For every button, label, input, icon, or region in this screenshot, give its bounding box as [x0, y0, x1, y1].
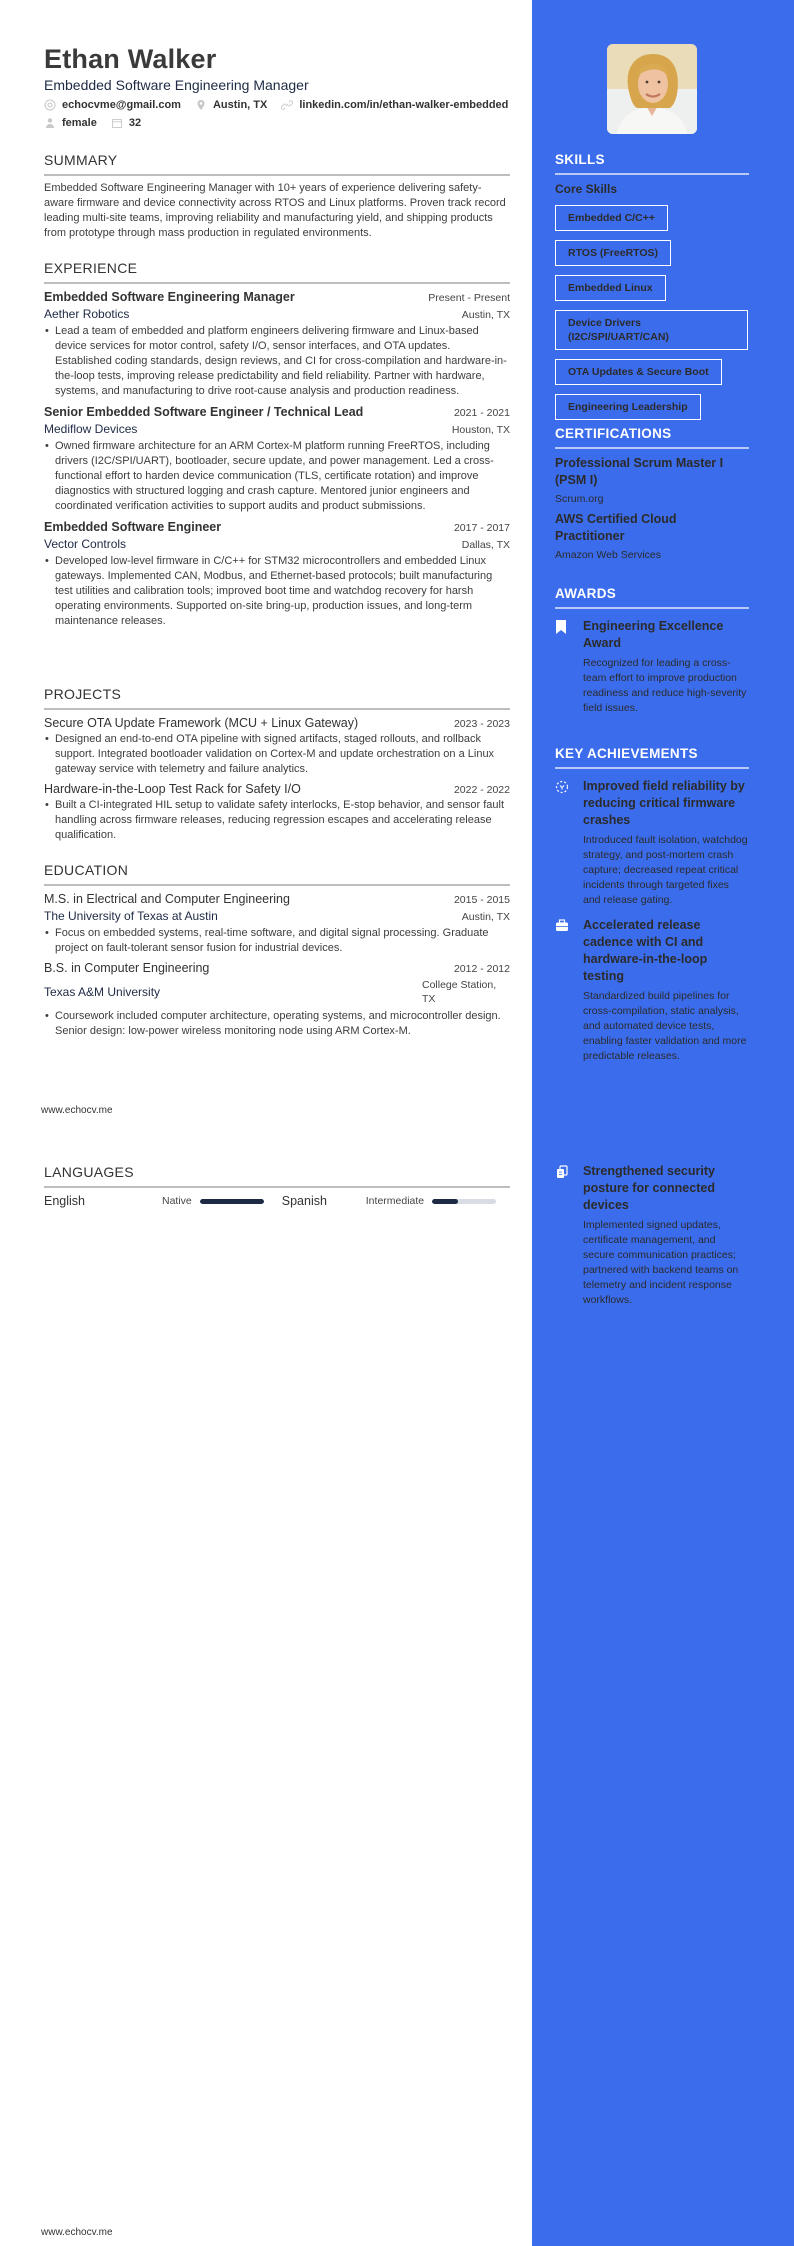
- link-icon: [281, 99, 293, 111]
- awards-section: [555, 586, 749, 716]
- education-bullet: • Coursework included computer architecture, operating systems, and microcontroller design. Senior design: low-power wireless monitoring node using ARM Cortex-M.: [44, 1009, 510, 1039]
- certification-issuer: Amazon Web Services: [555, 549, 662, 561]
- section-divider: [44, 1186, 510, 1188]
- section-divider: [555, 447, 749, 449]
- achievement-description: Implemented signed updates, certificate management, and secure communication practices; partnered with backend teams on telemetry and incident response workflows.: [583, 1219, 739, 1306]
- job-title: Embedded Software Engineer: [44, 520, 222, 534]
- job-bullet: • Developed low-level firmware in C/C++ for STM32 microcontrollers and embedded Linux gateways. Implemented CAN, Modbus, and Ethernet-based protocols; built manufacturing test utilities and calibration tools; improved boot time and watchdog recovery for harsh operating environments. Supported on-site bring-up, production issues, and long-term maintenance releases.: [44, 554, 510, 629]
- section-heading: SKILLS: [555, 152, 605, 167]
- job-bullet: • Lead a team of embedded and platform engineers delivering firmware and Linux-based device services for motor control, safety I/O, sensor interfaces, and OTA updates. Established coding standards, design reviews, and CI for cross-compilation and hardware-in-the-loop tests, improving release predictability and field reliability. Partner with hardware, systems, and manufacturing to drive root-cause analysis and production readiness.: [44, 324, 510, 399]
- language-level: Native: [162, 1195, 192, 1207]
- achievement-item: [555, 917, 749, 1064]
- job-dates: Present - Present: [428, 292, 510, 304]
- award-item: [555, 618, 749, 716]
- company-name: Aether Robotics: [44, 307, 130, 321]
- avatar-portrait-icon: [607, 44, 697, 134]
- education-item: [44, 961, 510, 1039]
- job-location: Houston, TX: [451, 424, 510, 436]
- experience-item: [44, 405, 510, 514]
- language-level: Intermediate: [365, 1195, 425, 1207]
- at-icon: [44, 99, 56, 111]
- proficiency-fill: [432, 1199, 458, 1204]
- summary-text: Embedded Software Engineering Manager with 10+ years of experience delivering safety-aware firmware and device connectivity across RTOS and Linux platforms. Proven track record leading multi-site teams, improving reliability and manufacturing yield, and shipping products from prototype through mass production in regulated environments.: [44, 182, 506, 239]
- contact-row-1: [44, 99, 518, 111]
- bullet-text: Designed an end-to-end OTA pipeline with signed artifacts, staged rollouts, and rollback support. Integrated bootloader validation on Cortex-M and update orchestration on a Linux gateway service with telemetry and failure analytics.: [55, 733, 495, 775]
- bullet-text: Focus on embedded systems, real-time software, and digital signal processing. Graduate project on fault-tolerant sensor fusion for industrial devices.: [55, 927, 489, 954]
- section-divider: [44, 884, 510, 886]
- experience-item: [44, 290, 510, 399]
- footer-link[interactable]: www.echocv.me: [41, 1105, 113, 1116]
- certification-name: Professional Scrum Master I (PSM I): [555, 456, 724, 487]
- project-dates: 2023 - 2023: [453, 718, 510, 730]
- language-name: English: [44, 1194, 85, 1208]
- school-name: Texas A&M University: [44, 985, 161, 999]
- candidate-title: Embedded Software Engineering Manager: [44, 77, 309, 93]
- award-description: Recognized for leading a cross-team effort to improve production readiness and reduce high-severity field issues.: [583, 657, 747, 714]
- job-dates: 2021 - 2021: [453, 407, 510, 419]
- section-divider: [555, 607, 749, 609]
- contact-age: [111, 117, 141, 129]
- skill-chip: Device Drivers (I2C/SPI/UART/CAN): [555, 310, 748, 350]
- education-section: [44, 862, 510, 1039]
- language-name: Spanish: [281, 1194, 327, 1208]
- profile-photo: [607, 44, 697, 134]
- certification-name: AWS Certified Cloud Practitioner: [555, 512, 677, 543]
- location-pin-icon: [195, 99, 207, 111]
- contact-email[interactable]: [44, 99, 181, 111]
- section-heading: KEY ACHIEVEMENTS: [555, 746, 698, 761]
- project-bullet: • Designed an end-to-end OTA pipeline with signed artifacts, staged rollouts, and rollback support. Integrated bootloader validation on Cortex-M and update orchestration on a Linux gateway service with telemetry and failure analytics.: [44, 732, 510, 777]
- target-icon: [555, 778, 583, 908]
- project-bullet: • Built a CI-integrated HIL setup to validate safety interlocks, E-stop behavior, and sensor fault handling across firmware releases, reducing regression escapes and accelerating release qualification.: [44, 798, 510, 843]
- bookmark-icon: [555, 618, 583, 716]
- skill-chip: Embedded C/C++: [555, 205, 668, 231]
- section-divider: [555, 173, 749, 175]
- project-dates: 2022 - 2022: [453, 784, 510, 796]
- bullet-text: Lead a team of embedded and platform engineers delivering firmware and Linux-based device services for motor control, safety I/O, sensor interfaces, and OTA updates. Established coding standards, design reviews, and CI for cross-compilation and hardware-in-the-loop tests, improving release predictability and field reliability. Partner with hardware, systems, and manufacturing to drive root-cause analysis and production readiness.: [55, 325, 507, 397]
- summary-section: [44, 152, 510, 241]
- certifications-section: [555, 426, 749, 561]
- education-item: [44, 892, 510, 956]
- achievement-description: Introduced fault isolation, watchdog strategy, and post-mortem crash capture; decreased repeat critical incidents through targeted fixes and release gating.: [583, 834, 748, 906]
- section-heading: EDUCATION: [44, 862, 129, 878]
- language-proficiency-bar: [200, 1199, 264, 1204]
- achievement-title: Accelerated release cadence with CI and hardware-in-the-loop testing: [583, 918, 708, 983]
- language-proficiency-bar: [432, 1199, 496, 1204]
- gender-text: female: [62, 117, 97, 129]
- candidate-name: Ethan Walker: [44, 44, 217, 74]
- section-divider: [44, 708, 510, 710]
- skill-chip: OTA Updates & Secure Boot: [555, 359, 722, 385]
- copy-icon: [555, 1163, 583, 1308]
- linkedin-text: linkedin.com/in/ethan-walker-embedded: [299, 99, 509, 111]
- section-heading: SUMMARY: [44, 152, 118, 168]
- projects-section: [44, 686, 510, 843]
- calendar-icon: [111, 117, 123, 129]
- achievement-title: Improved field reliability by reducing critical firmware crashes: [583, 779, 745, 827]
- achievement-item: [555, 1163, 749, 1308]
- education-bullet: • Focus on embedded systems, real-time software, and digital signal processing. Graduate project on fault-tolerant sensor fusion for industrial devices.: [44, 926, 510, 956]
- job-bullet: • Owned firmware architecture for an ARM Cortex-M platform running FreeRTOS, including drivers (I2C/SPI/UART), bootloader, secure update, and power management. Led a cross-functional effort to harden device communication (TLS, certificate rotation) and improve diagnostics with structured logging and crash capture. Mentored junior engineers and coordinated verification activities to support audits and product submissions.: [44, 439, 510, 514]
- age-text: 32: [128, 117, 142, 129]
- achievement-description: Standardized build pipelines for cross-compilation, static analysis, and automated device tests, enabling faster validation and more predictable releases.: [583, 990, 747, 1062]
- footer-link[interactable]: www.echocv.me: [41, 2227, 113, 2238]
- skills-section: [555, 152, 749, 420]
- skills-list: [555, 196, 749, 420]
- briefcase-icon: [555, 917, 583, 1064]
- achievement-item: [555, 778, 749, 908]
- experience-section: [44, 260, 510, 629]
- job-title: Embedded Software Engineering Manager: [44, 290, 295, 304]
- school-location: College Station, TX: [422, 979, 497, 1005]
- job-dates: 2017 - 2017: [453, 522, 510, 534]
- location-text: Austin, TX: [212, 99, 268, 111]
- contact-location: [195, 99, 267, 111]
- project-item: [44, 782, 510, 843]
- languages-section: [44, 1164, 510, 1208]
- section-heading: PROJECTS: [44, 686, 122, 702]
- project-title: Hardware-in-the-Loop Test Rack for Safety I/O: [44, 782, 301, 796]
- section-heading: AWARDS: [555, 586, 617, 601]
- section-divider: [44, 282, 510, 284]
- proficiency-fill: [200, 1199, 264, 1204]
- degree: M.S. in Electrical and Computer Engineering: [44, 892, 290, 906]
- skills-subheading: Core Skills: [555, 182, 618, 196]
- section-heading: CERTIFICATIONS: [555, 426, 672, 441]
- section-divider: [555, 767, 749, 769]
- bullet-text: Developed low-level firmware in C/C++ for STM32 microcontrollers and embedded Linux gateways. Implemented CAN, Modbus, and Ethernet-based protocols; built manufacturing test utilities and calibration tools; improved boot time and watchdog recovery for harsh operating environments. Supported on-site bring-up, production issues, and long-term maintenance releases.: [55, 555, 493, 627]
- skill-chip: Engineering Leadership: [555, 394, 701, 420]
- award-title: Engineering Excellence Award: [583, 619, 724, 650]
- skill-chip: Embedded Linux: [555, 275, 666, 301]
- achievements-section: [555, 746, 749, 1064]
- achievement-title: Strengthened security posture for connected devices: [583, 1164, 715, 1212]
- person-icon: [44, 117, 56, 129]
- languages-row: [44, 1194, 510, 1208]
- certification-issuer: Scrum.org: [555, 493, 604, 505]
- contact-row-2: [44, 117, 151, 129]
- job-location: Dallas, TX: [461, 539, 510, 551]
- project-title: Secure OTA Update Framework (MCU + Linux Gateway): [44, 716, 359, 730]
- section-heading: LANGUAGES: [44, 1164, 134, 1180]
- achievements-continued: [555, 1160, 749, 1308]
- school-name: The University of Texas at Austin: [44, 909, 218, 923]
- education-dates: 2012 - 2012: [453, 963, 510, 975]
- degree: B.S. in Computer Engineering: [44, 961, 210, 975]
- experience-item: [44, 520, 510, 629]
- company-name: Vector Controls: [44, 537, 127, 551]
- section-heading: EXPERIENCE: [44, 260, 138, 276]
- email-text: echocvme@gmail.com: [62, 99, 181, 111]
- bullet-text: Built a CI-integrated HIL setup to validate safety interlocks, E-stop behavior, and sensor fault handling across firmware releases, reducing regression escapes and accelerating release qualification.: [55, 799, 505, 841]
- certification-item: [555, 511, 749, 561]
- skill-chip: RTOS (FreeRTOS): [555, 240, 671, 266]
- contact-gender: [44, 117, 97, 129]
- company-name: Mediflow Devices: [44, 422, 138, 436]
- school-location: Austin, TX: [461, 911, 510, 923]
- bullet-text: Coursework included computer architecture, operating systems, and microcontroller design. Senior design: low-power wireless monitoring node using ARM Cortex-M.: [55, 1010, 501, 1037]
- job-location: Austin, TX: [461, 309, 510, 321]
- bullet-text: Owned firmware architecture for an ARM Cortex-M platform running FreeRTOS, including drivers (I2C/SPI/UART), bootloader, secure update, and power management. Led a cross-functional effort to harden device communication (TLS, certificate rotation) and improve diagnostics with structured logging and crash capture. Mentored junior engineers and coordinated verification activities to support audits and product submissions.: [55, 440, 494, 512]
- job-title: Senior Embedded Software Engineer / Technical Lead: [44, 405, 364, 419]
- section-divider: [44, 174, 510, 176]
- education-dates: 2015 - 2015: [453, 894, 510, 906]
- contact-linkedin[interactable]: [281, 99, 508, 111]
- certification-item: [555, 455, 749, 505]
- project-item: [44, 716, 510, 777]
